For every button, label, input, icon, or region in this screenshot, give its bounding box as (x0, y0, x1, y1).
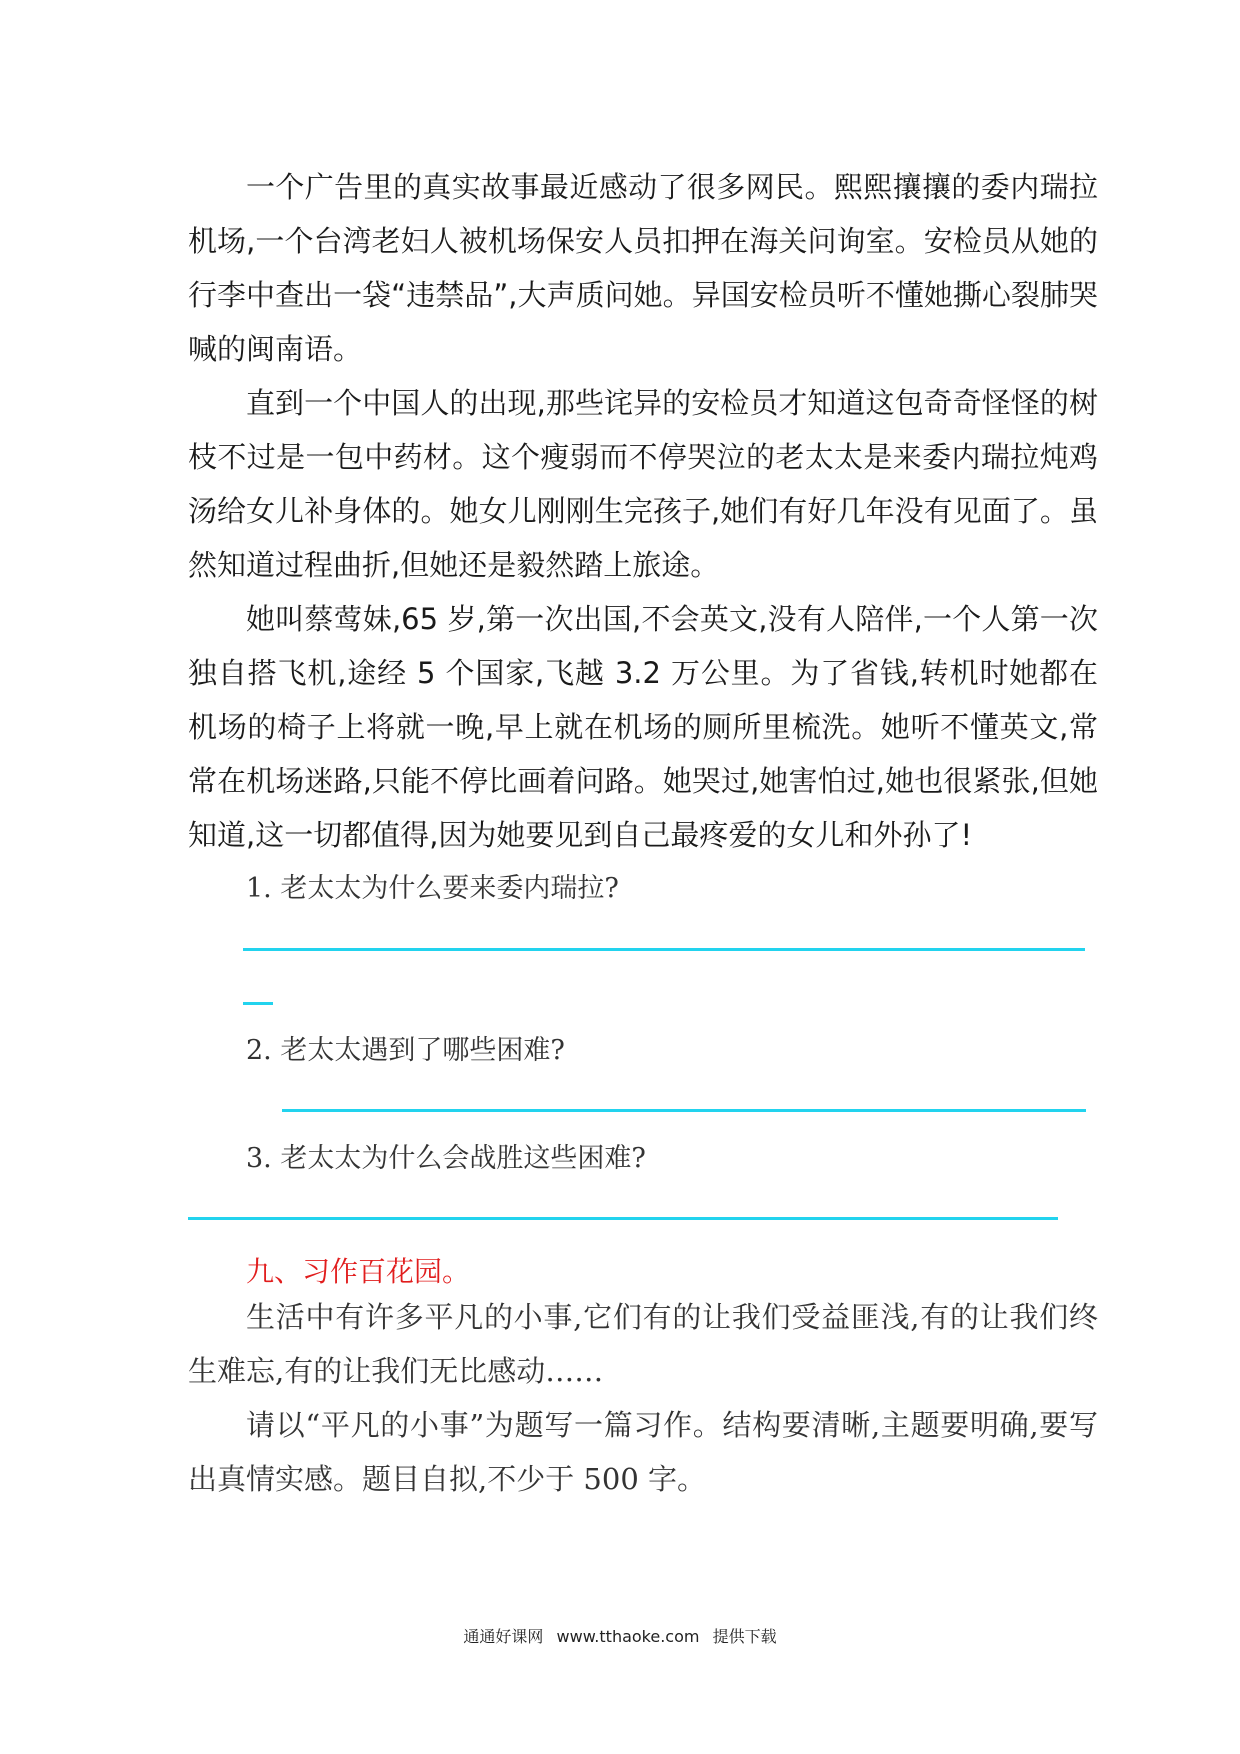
passage-paragraph-2: 直到一个中国人的出现,那些诧异的安检员才知道这包奇奇怪怪的树枝不过是一包中药材。这个瘦弱而不停哭泣的老太太是来委内瑞拉炖鸡汤给女儿补身体的。她女儿刚刚生完孩子,她们有好几年没有见面了。虽然知道过程曲折,但她还是毅然踏上旅途。 (188, 386, 1098, 582)
answer-line-1[interactable] (243, 948, 1085, 951)
answer-line-1-continued[interactable] (243, 1002, 273, 1005)
question-3: 3. 老太太为什么会战胜这些困难? (246, 1143, 646, 1174)
writing-paragraph-1: 生活中有许多平凡的小事,它们有的让我们受益匪浅,有的让我们终生难忘,有的让我们无比感动…… (188, 1300, 1098, 1388)
question-2: 2. 老太太遇到了哪些困难? (246, 1035, 565, 1066)
page-footer (0, 1624, 1240, 1647)
passage-paragraph-1: 一个广告里的真实故事最近感动了很多网民。熙熙攘攘的委内瑞拉机场,一个台湾老妇人被机场保安人员扣押在海关问询室。安检员从她的行李中查出一袋“违禁品”,大声质问她。异国安检员听不懂她撕心裂肺哭喊的闽南语。 (188, 170, 1098, 366)
footer-download: 提供下载 (712, 1627, 777, 1646)
question-1: 1. 老太太为什么要来委内瑞拉? (246, 873, 619, 904)
footer-site-name: 通通好课网 (463, 1627, 544, 1646)
section-title-writing: 九、习作百花园。 (246, 1255, 471, 1288)
answer-line-3[interactable] (188, 1217, 1058, 1220)
writing-paragraph-2: 请以“平凡的小事”为题写一篇习作。结构要清晰,主题要明确,要写出真情实感。题目自拟,不少于 500 字。 (188, 1408, 1098, 1496)
passage-paragraph-3: 她叫蔡莺妹,65 岁,第一次出国,不会英文,没有人陪伴,一个人第一次独自搭飞机,途经 5 个国家,飞越 3.2 万公里。为了省钱,转机时她都在机场的椅子上将就一晚,早上就在机场的厕所里梳洗。她听不懂英文,常常在机场迷路,只能不停比画着问路。她哭过,她害怕过,她也很紧张,但她知道,这一切都值得,因为她要见到自己最疼爱的女儿和外孙了! (188, 602, 1098, 852)
footer-url[interactable]: www.tthaoke.com (556, 1627, 700, 1646)
answer-line-2[interactable] (282, 1109, 1086, 1112)
